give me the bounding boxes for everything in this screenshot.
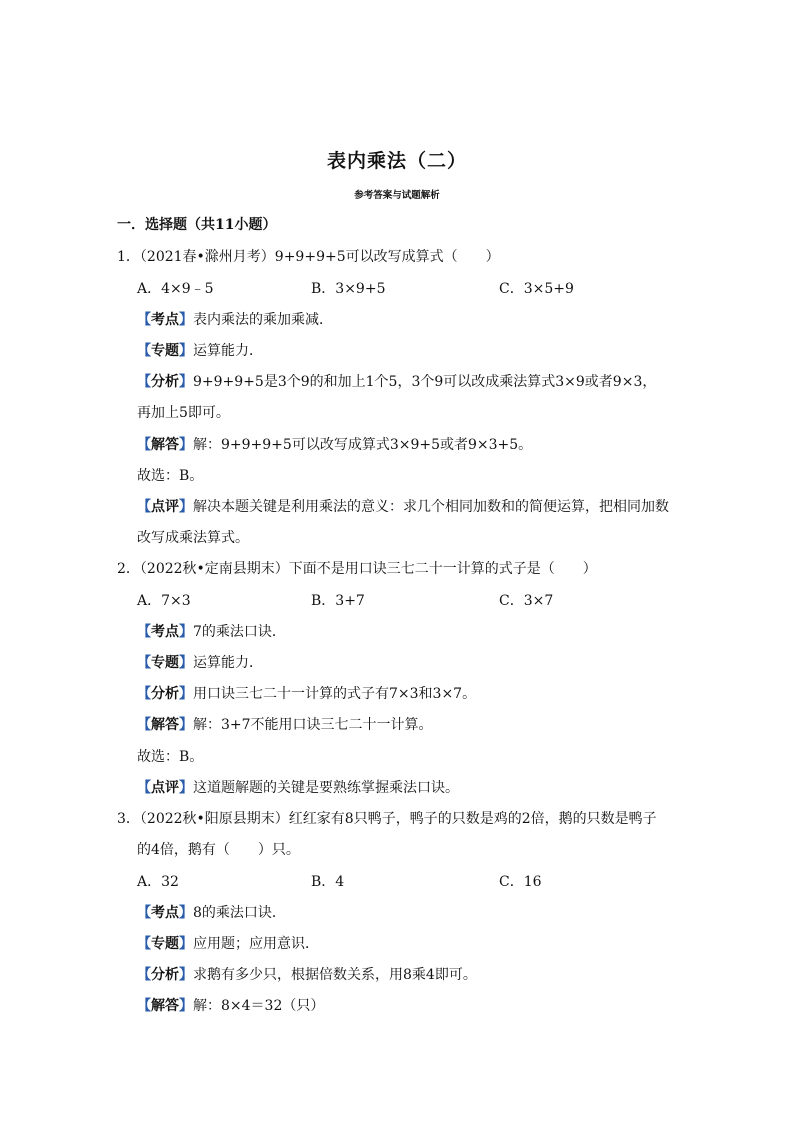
q1-choice: 故选：B。: [137, 468, 204, 484]
q1-fenxi: 【分析】9+9+9+5是3个9的和加上1个5，3个9可以改成乘法算式3×9或者9×3，: [137, 374, 657, 390]
section-heading: 一．选择题（共11小题）: [117, 217, 277, 233]
q1-jieda: 【解答】解：9+9+9+5可以改写成算式3×9+5或者9×3+5。: [137, 437, 533, 453]
q2-dianping: 【点评】这道题解题的关键是要熟练掌握乘法口诀。: [137, 780, 459, 796]
q2-fenxi-text: 用口诀三七二十一计算的式子有7×3和3×7。: [193, 686, 477, 702]
q2-kaodian: 【考点】7的乘法口诀．: [137, 624, 286, 640]
q1-kaodian-text: 表内乘法的乘加乘减．: [193, 312, 333, 328]
q1-zhuanti-text: 运算能力．: [193, 343, 263, 359]
kaodian-label: 考点: [151, 312, 179, 328]
q2-dianping-text: 这道题解题的关键是要熟练掌握乘法口诀。: [193, 780, 459, 796]
q3-zhuanti-text: 应用题；应用意识．: [193, 936, 319, 952]
q1-jieda-text: 解：9+9+9+5可以改写成算式3×9+5或者9×3+5。: [193, 437, 533, 453]
dianping-label: 点评: [151, 499, 179, 515]
q3-stem: 3．（2022秋•阳原县期末）红红家有8只鸭子，鸭子的只数是鸡的2倍，鹅的只数是鸭子: [117, 811, 657, 827]
q2-stem: 2．（2022秋•定南县期末）下面不是用口诀三七二十一计算的式子是（ ）: [117, 561, 597, 577]
q1-dianping: 【点评】解决本题关键是利用乘法的意义：求几个相同加数和的简便运算，把相同加数: [137, 499, 669, 515]
page-title: 表内乘法（二）: [326, 150, 467, 172]
q1-stem: 1．（2021春•滁州月考）9+9+9+5可以改写成算式（ ）: [117, 249, 500, 265]
q1-fenxi-text: 9+9+9+5是3个9的和加上1个5，3个9可以改成乘法算式3×9或者9×3，: [193, 374, 657, 390]
q1-dianping-cont: 改写成乘法算式。: [137, 530, 249, 546]
q2-option-a: A．7×3: [137, 593, 191, 609]
q3-option-a: A．32: [137, 874, 179, 890]
q2-option-c: C．3×7: [499, 593, 554, 609]
q3-kaodian-text: 8的乘法口诀．: [193, 905, 286, 921]
jieda-label: 解答: [151, 998, 179, 1014]
q1-option-b: B．3×9+5: [311, 281, 386, 297]
q2-zhuanti-text: 运算能力．: [193, 655, 263, 671]
fenxi-label: 分析: [151, 686, 179, 702]
q1-dianping-text: 解决本题关键是利用乘法的意义：求几个相同加数和的简便运算，把相同加数: [193, 499, 669, 515]
q1-fenxi-cont: 再加上5即可。: [137, 405, 230, 421]
zhuanti-label: 专题: [151, 936, 179, 952]
q2-zhuanti: 【专题】运算能力．: [137, 655, 263, 671]
q3-jieda: 【解答】解：8×4＝32（只）: [137, 998, 325, 1014]
q3-option-c: C．16: [499, 874, 542, 890]
jieda-label: 解答: [151, 717, 179, 733]
q3-jieda-text: 解：8×4＝32（只）: [193, 998, 325, 1014]
q1-kaodian: 【考点】表内乘法的乘加乘减．: [137, 312, 333, 328]
zhuanti-label: 专题: [151, 343, 179, 359]
q3-option-b: B．4: [311, 874, 345, 890]
zhuanti-label: 专题: [151, 655, 179, 671]
fenxi-label: 分析: [151, 967, 179, 983]
q3-zhuanti: 【专题】应用题；应用意识．: [137, 936, 319, 952]
fenxi-label: 分析: [151, 374, 179, 390]
kaodian-label: 考点: [151, 905, 179, 921]
dianping-label: 点评: [151, 780, 179, 796]
q2-option-b: B．3+7: [311, 593, 365, 609]
q3-kaodian: 【考点】8的乘法口诀．: [137, 905, 286, 921]
jieda-label: 解答: [151, 437, 179, 453]
q3-fenxi-text: 求鹅有多少只，根据倍数关系，用8乘4即可。: [193, 967, 477, 983]
q2-choice: 故选：B。: [137, 749, 204, 765]
q3-fenxi: 【分析】求鹅有多少只，根据倍数关系，用8乘4即可。: [137, 967, 477, 983]
q3-stem-cont: 的4倍，鹅有（ ）只。: [137, 842, 300, 858]
q2-kaodian-text: 7的乘法口诀．: [193, 624, 286, 640]
q2-fenxi: 【分析】用口诀三七二十一计算的式子有7×3和3×7。: [137, 686, 477, 702]
q1-option-c: C．3×5+9: [499, 281, 574, 297]
q2-jieda: 【解答】解：3+7不能用口诀三七二十一计算。: [137, 717, 433, 733]
q2-jieda-text: 解：3+7不能用口诀三七二十一计算。: [193, 717, 433, 733]
q1-option-a: A．4×9﹣5: [137, 281, 214, 297]
q1-zhuanti: 【专题】运算能力．: [137, 343, 263, 359]
page-subtitle: 参考答案与试题解析: [354, 190, 440, 201]
kaodian-label: 考点: [151, 624, 179, 640]
